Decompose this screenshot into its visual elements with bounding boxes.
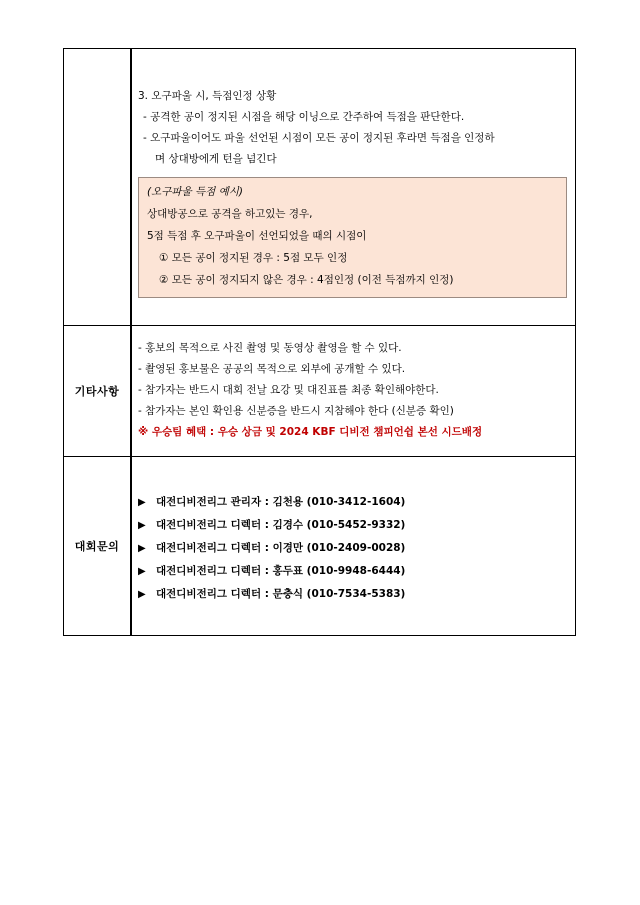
misc-row-label: 기타사항: [64, 326, 132, 457]
contact-text: 대전디비전리그 관리자 : 김천용 (010-3412-1604): [156, 496, 406, 508]
triangle-bullet-icon: ▶: [138, 497, 146, 508]
winner-benefit-note: ※ 우승팀 혜택 : 우승 상금 및 2024 KBF 디비전 챔피언쉽 본선 시드배정: [138, 426, 483, 438]
contact-text: 대전디비전리그 디렉터 : 김경수 (010-5452-9332): [156, 519, 406, 531]
misc-item: - 촬영된 홍보물은 공공의 목적으로 외부에 공개할 수 있다.: [138, 363, 406, 375]
contact-text: 대전디비전리그 디렉터 : 문충식 (010-7534-5383): [156, 588, 406, 600]
rules-bullet: - 오구파울이어도 파울 선언된 시점이 모든 공이 정지된 후라면 득점을 인정하: [143, 132, 495, 144]
contact-row-label: 대회문의: [64, 457, 132, 636]
rules-row-label: [64, 49, 132, 326]
example-case: ① 모든 공이 정지된 경우 : 5점 모두 인정: [159, 252, 348, 264]
triangle-bullet-icon: ▶: [138, 520, 146, 531]
misc-row-content: [131, 326, 576, 457]
contact-item: [138, 583, 569, 606]
contact-item: [138, 491, 569, 514]
rules-row: [64, 49, 576, 326]
contact-item: [138, 560, 569, 583]
contact-row: [64, 457, 576, 636]
misc-item: - 참가자는 반드시 대회 전날 요강 및 대진표를 최종 확인해야한다.: [138, 384, 439, 396]
rules-row-content: [131, 49, 576, 326]
misc-row: [64, 326, 576, 457]
example-case: ② 모든 공이 정지되지 않은 경우 : 4점인정 (이전 득점까지 인정): [159, 274, 454, 286]
foul-example-box: [138, 177, 567, 298]
example-line: 5점 득점 후 오구파울이 선언되었을 때의 시점이: [147, 230, 367, 242]
triangle-bullet-icon: ▶: [138, 543, 146, 554]
example-line: 상대방공으로 공격을 하고있는 경우,: [147, 208, 313, 220]
rules-bullet-continued: 며 상대방에게 턴을 넘긴다: [155, 153, 277, 165]
misc-item: - 참가자는 본인 확인용 신분증을 반드시 지참해야 한다 (신분증 확인): [138, 405, 454, 417]
triangle-bullet-icon: ▶: [138, 566, 146, 577]
rules-bullet: - 공격한 공이 정지된 시점을 해당 이닝으로 간주하여 득점을 판단한다.: [143, 111, 465, 123]
rules-heading: 3. 오구파울 시, 득점인정 상황: [138, 90, 277, 102]
contact-text: 대전디비전리그 디렉터 : 이경만 (010-2409-0028): [156, 542, 406, 554]
contact-item: [138, 537, 569, 560]
triangle-bullet-icon: ▶: [138, 589, 146, 600]
contact-item: [138, 514, 569, 537]
contact-row-content: [131, 457, 576, 636]
rules-table: [63, 48, 576, 636]
misc-item: - 홍보의 목적으로 사진 촬영 및 동영상 촬영을 할 수 있다.: [138, 342, 402, 354]
contact-text: 대전디비전리그 디렉터 : 홍두표 (010-9948-6444): [156, 565, 406, 577]
example-title: (오구파울 득점 예시): [147, 186, 244, 198]
